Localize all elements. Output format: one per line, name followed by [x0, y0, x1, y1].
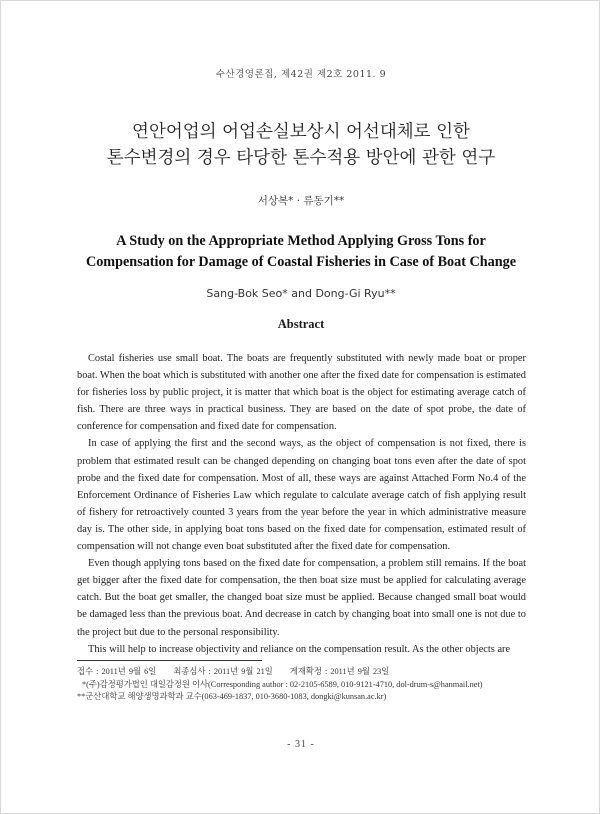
english-title [1, 231, 600, 273]
page-number: - 31 - [287, 739, 315, 750]
korean-title [1, 119, 600, 171]
abstract-paragraph: Costal fisheries use small boat. The boats are frequently substituted with newly made boat or proper boat. When the boat which is substituted with another one after the fixed date for compensation is estimated for fisheries loss by public project, it is matter that which boat is the object for estimating average catch of fish. There are three ways in practical business. They are based on the date of spot probe, the date of conference for compensation and fixed date for compensation. [77, 353, 526, 433]
korean-authors: 서상복* · 류동기** [257, 195, 345, 207]
journal-header: 수산경영론집, 제42권 제2호 2011. 9 [215, 69, 387, 80]
received-date: 접수 : 2011년 9월 6일 [77, 667, 157, 676]
english-title-line: A Study on the Appropriate Method Applying Gross Tons for [116, 233, 486, 249]
footnote-author2: **군산대학교 해양생명과학과 교수(063-469-1837, 010-3680-1083, dongki@kunsan.ac.kr) [77, 692, 387, 701]
abstract-paragraph: Even though applying tons based on the fixed date for compensation, a problem still remains. If the boat get bigger after the fixed date for compensation, the then boat size must be applied for calculating average catch. But the boat get smaller, the changed boat size must be applied. Because changed small boat would be damaged less than the previous boat. And decrease in catch by changing boat into small one is not due to the project but due to the personal responsibility. [77, 558, 526, 638]
english-authors: Sang-Bok Seo* and Dong-Gi Ryu** [206, 287, 396, 300]
reviewed-date: 최종심사 : 2011년 9월 21일 [173, 667, 273, 676]
abstract-heading: Abstract [277, 317, 325, 331]
korean-title-line: 연안어업의 어업손실보상시 어선대체로 인한 [132, 122, 470, 142]
abstract-paragraph: This will help to increase objectivity and reliance on the compensation result. As the other objects are [88, 643, 511, 655]
korean-title-line: 톤수변경의 경우 타당한 톤수적용 방안에 관한 연구 [106, 148, 496, 168]
english-title-line: Compensation for Damage of Coastal Fisheries in Case of Boat Change [85, 254, 517, 270]
accepted-date: 게재확정 : 2011년 9월 23일 [289, 667, 390, 676]
abstract-paragraph: In case of applying the first and the second ways, as the object of compensation is not fixed, there is problem that estimated result can be changed depending on changing boat tons even after the date of spot probe and the fixed date for compensation. Most of all, these ways are against Attached Form No.4 of the Enforcement Ordinance of Fisheries Law which regulate to calculate average catch of fish applying result of fishery for retroactively counted 3 years from the year before the year in which administrative measure day is. The other side, in applying boat tons based on the fixed date for compensation, estimated result of compensation will not change even boat substituted after the fixed date for compensation. [77, 438, 526, 553]
footnote-dates [77, 666, 527, 679]
footnotes [77, 666, 527, 704]
abstract-body [77, 350, 526, 658]
footnote-divider [77, 660, 262, 661]
footnote-author1: *(주)감정평가법인 대일감정원 이사(Corresponding author : 02-2105-6589, 010-9121-4710, dol-drum-s@hanmail.net) [82, 679, 483, 689]
